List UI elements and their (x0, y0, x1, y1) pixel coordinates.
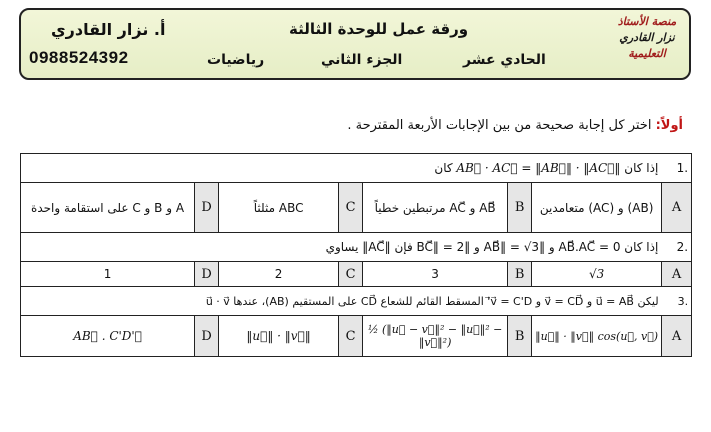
worksheet-header (19, 8, 691, 80)
question-3-options-row (21, 316, 692, 357)
option-letter: D (195, 183, 219, 233)
question-2-options-row (21, 262, 692, 287)
question-3-stem-row (21, 287, 692, 316)
option-b[interactable]: 3 (363, 262, 508, 287)
option-letter: B (508, 183, 532, 233)
option-c[interactable]: ‖u⃗‖ · ‖v⃗‖ (219, 316, 339, 357)
teacher-name: أ. نزار القادري (51, 20, 166, 39)
stem-suffix: كان (434, 161, 453, 175)
option-letter: A (662, 316, 692, 357)
question-1-options-row (21, 183, 692, 233)
stem-text: إذا كان AB⃗.AC⃗ = 0 و ‖AB⃗‖ = √3 و ‖BC⃗‖ = 2 فإن ‖AC⃗‖ يساوي (325, 240, 659, 254)
option-letter: C (339, 316, 363, 357)
option-letter: A (662, 183, 692, 233)
option-b[interactable]: ½ (‖u⃗ − v⃗‖² − ‖u⃗‖² − ‖v⃗‖²) (363, 316, 508, 357)
option-letter: C (339, 183, 363, 233)
question-3-stem (21, 287, 692, 316)
instructions (347, 118, 683, 133)
part-label: الجزء الثاني (321, 52, 403, 68)
option-a[interactable]: ‖u⃗‖ · ‖v⃗‖ cos(u⃗, v⃗) (532, 316, 662, 357)
instructions-label: أولاً: (655, 118, 683, 133)
option-d[interactable]: AB⃗ . C'D'⃗ (21, 316, 195, 357)
question-2-stem-row (21, 233, 692, 262)
question-1-stem (21, 154, 692, 183)
instructions-text: اختر كل إجابة صحيحة من بين الإجابات الأربعة المقترحة . (347, 118, 652, 133)
option-a[interactable]: √3 (532, 262, 662, 287)
logo-line-1: منصة الأستاذ (617, 15, 677, 28)
option-c[interactable]: 2 (219, 262, 339, 287)
stem-prefix: إذا كان (624, 161, 659, 175)
option-letter: B (508, 316, 532, 357)
option-c[interactable]: ABC مثلثاً (219, 183, 339, 233)
question-number: .2 (676, 240, 689, 254)
option-letter: C (339, 262, 363, 287)
option-b[interactable]: AB⃗ و AC⃗ مرتبطين خطياً (363, 183, 508, 233)
option-d[interactable]: 1 (21, 262, 195, 287)
teacher-phone: 0988524392 (29, 48, 129, 67)
option-letter: A (662, 262, 692, 287)
question-1-stem-row (21, 154, 692, 183)
option-letter: B (508, 262, 532, 287)
stem-math: AB⃗ · AC⃗ = ‖AB⃗‖ · ‖AC⃗‖ (456, 161, 621, 175)
question-number: .1 (676, 161, 689, 175)
subject-label: رياضيات (207, 52, 265, 68)
option-letter: D (195, 316, 219, 357)
question-number: .3 (677, 294, 689, 308)
logo-line-2: نزار القادري (619, 31, 675, 44)
option-a[interactable]: (AB) و (AC) متعامدين (532, 183, 662, 233)
sheet-title: ورقة عمل للوحدة الثالثة (289, 20, 469, 38)
question-2-stem (21, 233, 692, 262)
questions-table (20, 153, 692, 357)
stem-text: ليكن u⃗ = AB⃗ و v⃗ = CD⃗ و v⃗ = C'D'⃗ المسقط القائم للشعاع CD⃗ على المستقيم (AB)، عندها u⃗ · v⃗ (205, 294, 659, 308)
option-d[interactable]: A و B و C على استقامة واحدة (21, 183, 195, 233)
platform-logo (606, 14, 688, 62)
logo-line-3: التعليمية (628, 47, 666, 60)
grade-label: الحادي عشر (463, 52, 546, 68)
option-letter: D (195, 262, 219, 287)
